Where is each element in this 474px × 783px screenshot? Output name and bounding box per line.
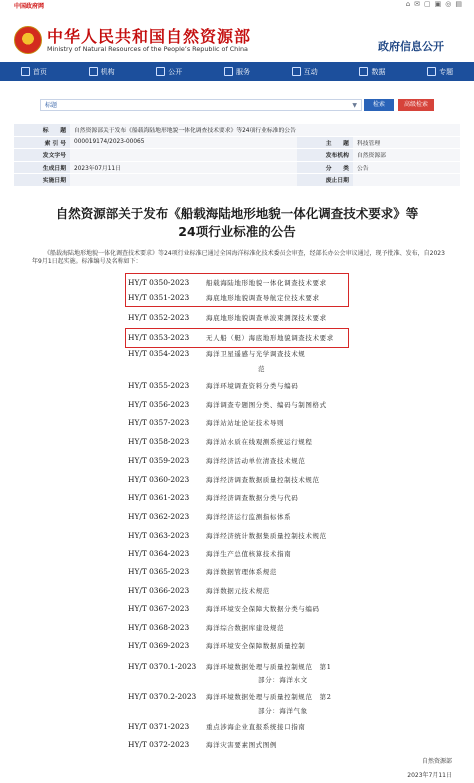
meta-key: 生成日期 bbox=[14, 161, 70, 174]
standard-row bbox=[0, 740, 474, 751]
interact-icon bbox=[292, 67, 301, 76]
standard-code: HY/T 0364-2023 bbox=[128, 549, 190, 558]
standard-row bbox=[0, 692, 474, 703]
standard-code: HY/T 0368-2023 bbox=[128, 623, 190, 632]
standard-name: 无人船（艇）海底地形地貌调查技术要求 bbox=[206, 334, 334, 342]
standard-code: HY/T 0370.2-2023 bbox=[128, 692, 197, 701]
document-metadata-table bbox=[14, 124, 460, 187]
standard-code: HY/T 0359-2023 bbox=[128, 456, 190, 465]
national-emblem-icon bbox=[14, 26, 42, 54]
standard-name: 船载海陆地形地貌一体化调查技术要求 bbox=[206, 279, 327, 287]
standard-name: 海洋数据管理体系规范 bbox=[206, 568, 277, 576]
highlight-box bbox=[125, 273, 349, 307]
standard-name: 海底地形地貌调查单波束测深技术要求 bbox=[206, 314, 327, 322]
standard-code: HY/T 0366-2023 bbox=[128, 586, 190, 595]
standard-name: 部分：海洋水文 bbox=[258, 676, 308, 684]
standard-row bbox=[0, 531, 474, 542]
standard-name: 海洋经济统计数据集质量控制技术规范 bbox=[206, 532, 327, 540]
nav-public[interactable]: 公开 bbox=[135, 67, 203, 77]
standard-row bbox=[0, 722, 474, 733]
meta-value: 自然资源部 bbox=[353, 149, 460, 162]
meta-row bbox=[14, 161, 460, 174]
standard-row bbox=[0, 349, 474, 360]
standard-row bbox=[0, 475, 474, 486]
standard-code: HY/T 0371-2023 bbox=[128, 722, 190, 731]
signature-date: 2023年7月11日 bbox=[407, 772, 452, 779]
meta-key: 发布机构 bbox=[297, 149, 353, 162]
standard-code: HY/T 0360-2023 bbox=[128, 475, 190, 484]
meta-row bbox=[14, 124, 460, 136]
standard-name: 海洋经济调查数据质量控制技术规范 bbox=[206, 476, 320, 484]
standard-row bbox=[0, 549, 474, 560]
signature-org: 自然资源部 bbox=[421, 758, 452, 765]
standard-row bbox=[0, 567, 474, 578]
standard-name: 海洋经济运行监测指标体系 bbox=[206, 513, 292, 521]
standard-name: 海洋环境调查资料分类与编码 bbox=[206, 382, 299, 390]
standard-code: HY/T 0369-2023 bbox=[128, 641, 190, 650]
standard-name: 海洋环境数据处理与质量控制规范 第1 bbox=[206, 663, 332, 671]
meta-row bbox=[14, 136, 460, 149]
standard-row bbox=[0, 623, 474, 634]
standard-code: HY/T 0357-2023 bbox=[128, 418, 190, 427]
meta-key: 索 引 号 bbox=[14, 136, 70, 149]
article-title: 自然资源部关于发布《船载海陆地形地貌一体化调查技术要求》等24项行业标准的公告 bbox=[55, 206, 419, 239]
data-icon bbox=[359, 67, 368, 76]
standard-row bbox=[0, 641, 474, 652]
nav-org[interactable]: 机构 bbox=[68, 67, 136, 77]
standard-name: 海洋站水质在线观测系统运行规程 bbox=[206, 438, 313, 446]
standard-code: HY/T 0367-2023 bbox=[128, 604, 190, 613]
top-tool-icons[interactable]: ⌂✉▢▣◎▤ bbox=[405, 0, 466, 8]
standard-row bbox=[0, 675, 474, 686]
standard-code: HY/T 0370.1-2023 bbox=[128, 662, 197, 671]
meta-key: 分 类 bbox=[297, 161, 353, 174]
standard-row bbox=[0, 381, 474, 392]
standard-code: HY/T 0361-2023 bbox=[128, 493, 190, 502]
standard-row bbox=[0, 437, 474, 448]
standard-row bbox=[0, 400, 474, 411]
nav-data[interactable]: 数据 bbox=[339, 67, 407, 77]
service-icon bbox=[224, 67, 233, 76]
standard-name: 海底地形地貌调查导航定位技术要求 bbox=[206, 294, 320, 302]
standard-code: HY/T 0351-2023 bbox=[128, 293, 190, 302]
meta-key: 废止日期 bbox=[297, 174, 353, 187]
standard-row bbox=[0, 662, 474, 673]
standard-code: HY/T 0372-2023 bbox=[128, 740, 190, 749]
meta-key: 主 题 bbox=[297, 136, 353, 149]
standard-name: 海洋经济活动单位清查技术规范 bbox=[206, 457, 306, 465]
highlight-box bbox=[125, 328, 349, 348]
standard-name: 海洋数据元技术规范 bbox=[206, 587, 270, 595]
standard-code: HY/T 0353-2023 bbox=[128, 333, 190, 342]
search-button[interactable]: 检索 bbox=[364, 99, 394, 111]
site-name[interactable]: 中华人民共和国自然资源部 bbox=[47, 27, 252, 46]
standard-name: 海洋生产总值核算技术指南 bbox=[206, 550, 292, 558]
standard-row bbox=[0, 313, 474, 324]
standard-row bbox=[0, 604, 474, 615]
meta-value: 科技管理 bbox=[353, 136, 460, 149]
standard-code: HY/T 0358-2023 bbox=[128, 437, 190, 446]
standard-name: 海洋卫星遥感与光学调查技术规 bbox=[206, 350, 306, 358]
nav-topic[interactable]: 专题 bbox=[406, 67, 474, 77]
standard-code: HY/T 0362-2023 bbox=[128, 512, 190, 521]
meta-value: 2023年07月11日 bbox=[70, 161, 297, 174]
nav-home[interactable]: 首页 bbox=[0, 67, 68, 77]
topic-icon bbox=[427, 67, 436, 76]
advanced-search-button[interactable]: 高级检索 bbox=[398, 99, 434, 111]
standard-code: HY/T 0352-2023 bbox=[128, 313, 190, 322]
standard-code: HY/T 0355-2023 bbox=[128, 381, 190, 390]
meta-value: 公告 bbox=[353, 161, 460, 174]
standard-name: 海洋站站址论证技术导则 bbox=[206, 419, 285, 427]
standard-row bbox=[0, 364, 474, 375]
meta-value: 000019174/2023-00065 bbox=[70, 136, 297, 149]
meta-value: 自然资源部关于发布《船载海陆地形地貌一体化调查技术要求》等24项行业标准的公告 bbox=[70, 124, 460, 136]
search-field-select[interactable]: 标题 ▼ bbox=[40, 99, 362, 111]
meta-value bbox=[70, 174, 297, 187]
meta-key: 实施日期 bbox=[14, 174, 70, 187]
standard-name: 重点涉海企业直报系统接口指南 bbox=[206, 723, 306, 731]
meta-value bbox=[353, 174, 460, 187]
top-bar bbox=[0, 0, 474, 10]
standard-name: 海洋环境数据处理与质量控制规范 第2 bbox=[206, 693, 332, 701]
meta-key: 标 题 bbox=[14, 124, 70, 136]
standard-code: HY/T 0350-2023 bbox=[128, 278, 190, 287]
standard-code: HY/T 0363-2023 bbox=[128, 531, 190, 540]
portal-title: 政府信息公开 bbox=[378, 40, 444, 53]
standard-row bbox=[0, 586, 474, 597]
chevron-down-icon: ▼ bbox=[352, 102, 357, 109]
article-intro: 《船载海陆地形地貌一体化调查技术要求》等24项行业标准已通过全国海洋标准化技术委员会审查，经部长办公会审议通过，现予批准、发布，自2023年9月1日起实施。标准编号及名称如下： bbox=[32, 250, 445, 265]
site-name-en: Ministry of Natural Resources of the People’s Republic of China bbox=[47, 45, 248, 53]
standard-name: 海洋环境安全保障数据质量控制 bbox=[206, 642, 306, 650]
standard-name: 范 bbox=[258, 365, 266, 373]
meta-row bbox=[14, 149, 460, 162]
standard-name: 海洋调查专题图分类、编码与制图格式 bbox=[206, 401, 327, 409]
nav-service[interactable]: 服务 bbox=[203, 67, 271, 77]
nav-interact[interactable]: 互动 bbox=[271, 67, 339, 77]
search-bar bbox=[14, 99, 460, 115]
standard-row bbox=[0, 706, 474, 717]
standard-code: HY/T 0354-2023 bbox=[128, 349, 190, 358]
standard-name: 海洋经济调查数据分类与代码 bbox=[206, 494, 299, 502]
standard-row bbox=[0, 456, 474, 467]
gov-portal-link[interactable]: 中国政府网 bbox=[14, 3, 45, 10]
standard-name: 海洋综合数据库建设规范 bbox=[206, 624, 285, 632]
meta-key: 发文字号 bbox=[14, 149, 70, 162]
standard-name: 海洋环境安全保障大数据分类与编码 bbox=[206, 605, 320, 613]
org-icon bbox=[89, 67, 98, 76]
standard-code: HY/T 0365-2023 bbox=[128, 567, 190, 576]
main-nav bbox=[0, 62, 474, 81]
standard-name: 海洋灾害要素图式图例 bbox=[206, 741, 277, 749]
meta-value bbox=[70, 149, 297, 162]
standard-row bbox=[0, 512, 474, 523]
site-header bbox=[0, 10, 474, 62]
standard-row bbox=[0, 493, 474, 504]
standard-row bbox=[0, 418, 474, 429]
standard-code: HY/T 0356-2023 bbox=[128, 400, 190, 409]
public-icon bbox=[156, 67, 165, 76]
home-icon bbox=[21, 67, 30, 76]
standard-name: 部分：海洋气象 bbox=[258, 707, 308, 715]
meta-row bbox=[14, 174, 460, 187]
